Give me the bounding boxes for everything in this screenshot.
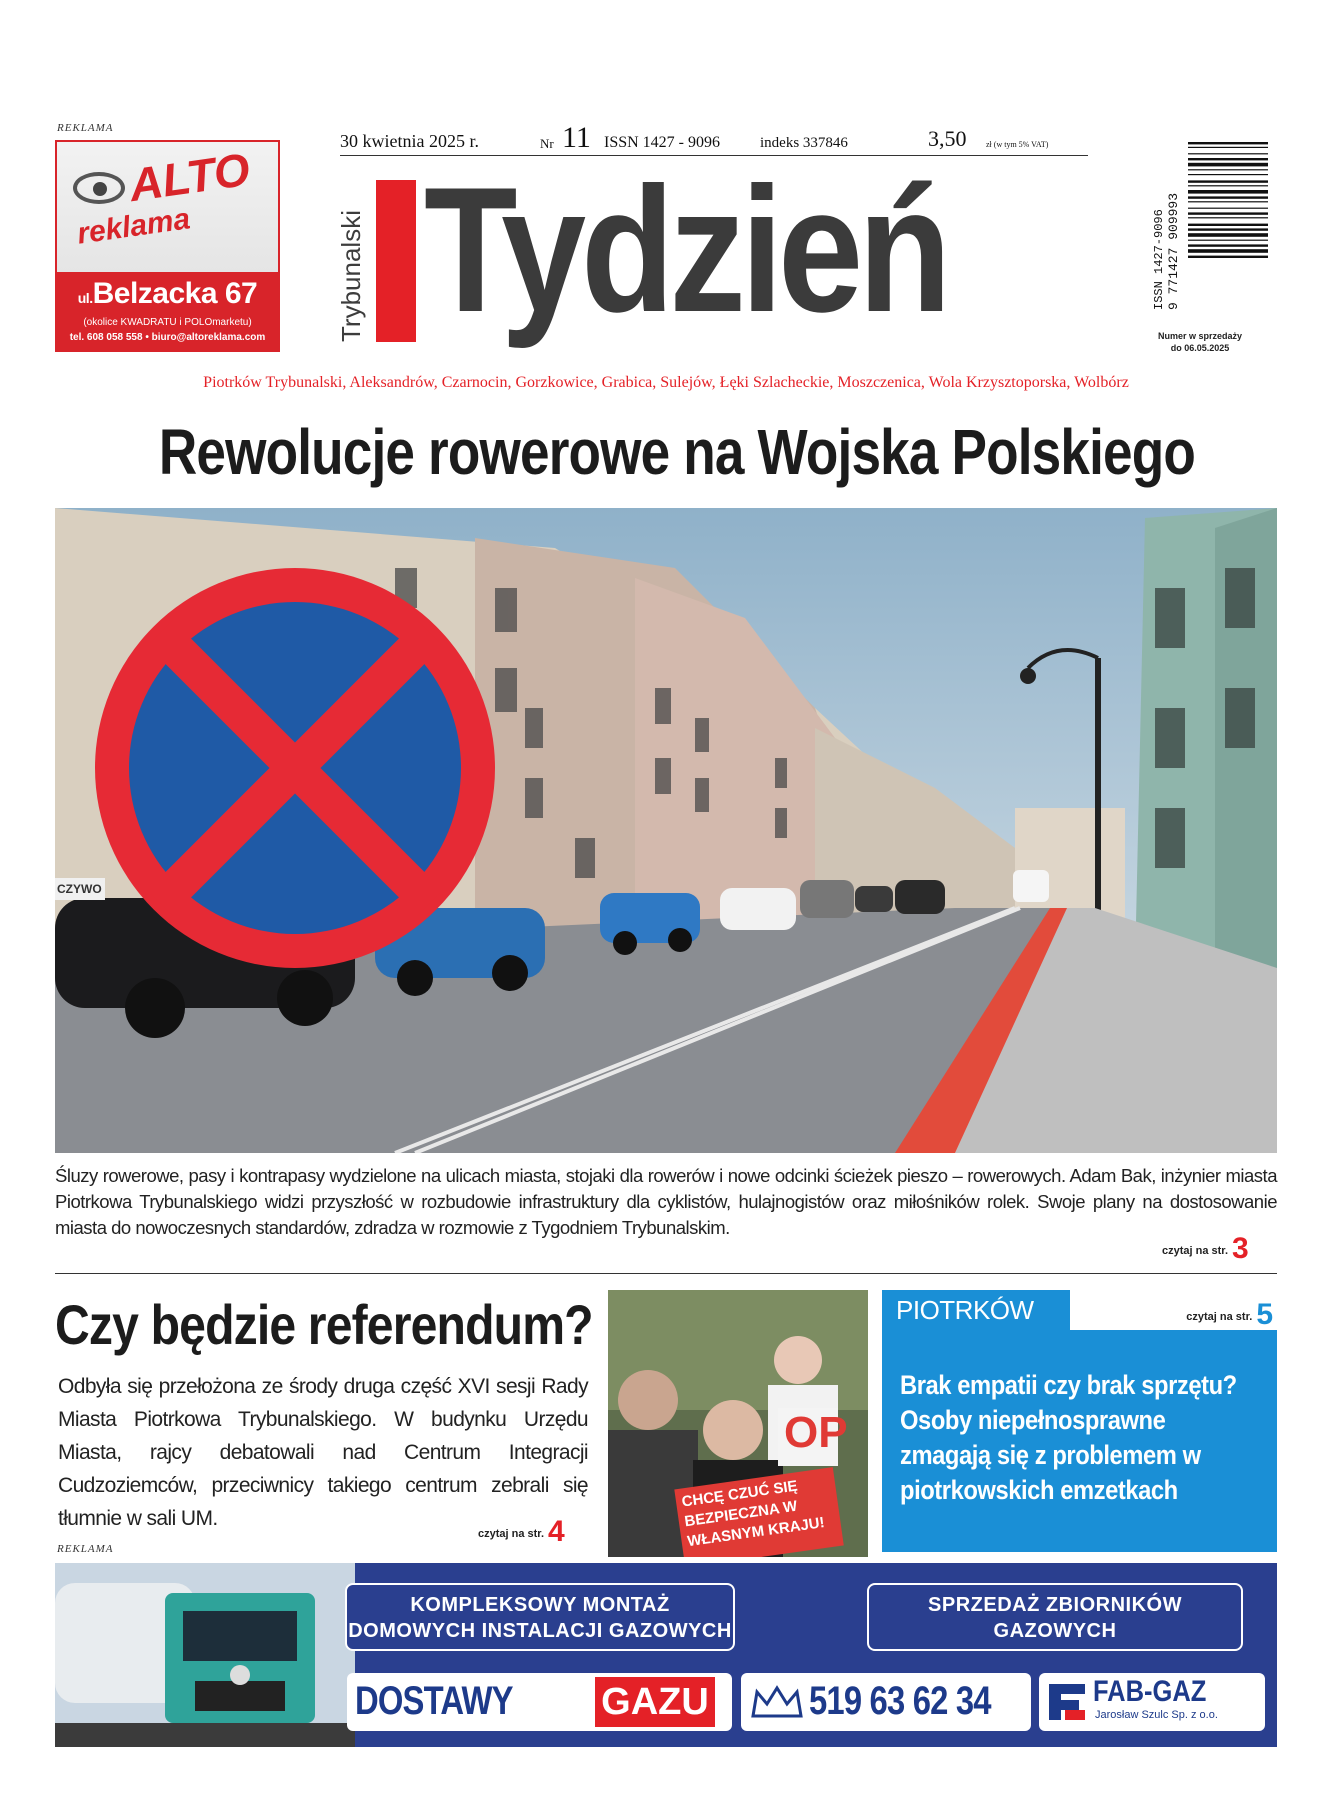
fab-gaz-ad[interactable] [55, 1563, 1277, 1747]
fab-gaz-icon [1045, 1680, 1089, 1724]
barcode-bar [1188, 169, 1268, 170]
barcode-bar [1188, 228, 1268, 230]
company-name: FAB-GAZ [1093, 1675, 1207, 1708]
piotrkow-headline-1: Brak empatii czy brak sprzętu? [900, 1370, 1237, 1400]
piotrkow-headline-2: Osoby niepełnosprawne zmagają się z problemem w piotrkowskich emzetkach [900, 1405, 1201, 1505]
read-more-label: czytaj na str. [1162, 1245, 1229, 1257]
masthead-side-word: Trybunalski [336, 210, 366, 342]
crown-icon [749, 1682, 805, 1722]
ad-label-top: REKLAMA [57, 122, 114, 134]
delivery-word: DOSTAWY [355, 1679, 513, 1723]
barcode-bar [1188, 180, 1268, 182]
street-photo [55, 508, 1277, 1153]
main-headline[interactable]: Rewolucje rowerowe na Wojska Polskiego [158, 416, 1195, 488]
alto-logo-area [57, 142, 278, 272]
issn: ISSN 1427 - 9096 [604, 134, 721, 151]
barcode-bar [1188, 163, 1268, 167]
barcode-bar [1188, 185, 1268, 186]
protest-sign-2: CHCĘ CZUĆ SIĘ BEZPIECZNA W WŁASNYM KRAJU! [680, 1477, 826, 1551]
price: 3,50 [928, 126, 967, 151]
issue-nr-label: Nr [540, 136, 554, 151]
barcode-bar [1188, 212, 1268, 214]
barcode-bar [1188, 244, 1268, 246]
company-sub: Jarosław Szulc Sp. z o.o. [1095, 1709, 1218, 1721]
masthead-title: Tydzień [424, 150, 947, 349]
gas-word: GAZU [595, 1677, 715, 1727]
piotrkow-headline [900, 1368, 1237, 1508]
barcode-bar [1188, 217, 1268, 218]
barcode [1150, 140, 1268, 310]
barcode-bar [1188, 153, 1268, 154]
read-more-piotrkow[interactable] [1186, 1298, 1273, 1332]
alto-brand-sub: reklama [75, 202, 193, 251]
issue-number: 11 [562, 121, 591, 154]
read-more-referendum[interactable] [478, 1515, 565, 1549]
ad-label-bottom: REKLAMA [57, 1543, 114, 1555]
barcode-bar [1188, 174, 1268, 175]
towns-list: Piotrków Trybunalski, Aleksandrów, Czarnocin, Gorzkowice, Grabica, Sulejów, Łęki Szlacheckie, Moszczenica, Wola Krzysztoporska, Wolbórz [203, 374, 1129, 391]
barcode-bar [1188, 142, 1268, 144]
piotrkow-teaser[interactable] [882, 1290, 1277, 1552]
barcode-bar [1188, 158, 1268, 160]
barcode-bar [1188, 249, 1268, 253]
eye-icon [73, 172, 125, 204]
main-photo[interactable] [55, 508, 1277, 1153]
phone-banner[interactable] [741, 1673, 1031, 1731]
alto-brand: ALTO [125, 142, 253, 212]
barcode-bar [1188, 190, 1268, 194]
fab-gaz-logo[interactable] [1039, 1673, 1265, 1731]
barcode-digits: 9 771427 909993 [1166, 192, 1181, 310]
street-address: Belzacka 67 [92, 277, 258, 310]
barcode-bar [1188, 256, 1268, 258]
issue-date: 30 kwietnia 2025 r. [340, 131, 479, 151]
installation-box[interactable]: KOMPLEKSOWY MONTAŻ DOMOWYCH INSTALACJI GAZOWYCH [345, 1583, 735, 1651]
section-tab-piotrkow[interactable]: PIOTRKÓW [882, 1290, 1070, 1330]
address-area: (okolice KWADRATU i POLOmarketu) [83, 317, 252, 328]
protest-photo[interactable] [608, 1290, 868, 1557]
main-lead: Śluzy rowerowe, pasy i kontrapasy wydzielone na ulicach miasta, stojaki dla rowerów i nowe odcinki ścieżek pieszo – rowerowych. Adam Bak, inżynier miasta Piotrkowa Trybunalskiego widzi przyszłość w rozbudowie infrastruktury dla cyklistów, hulajnogistów oraz miłośników rolek. Swoje plany na dostosowanie miasta do nowoczesnych standardów, zdradza w rozmowie z Tygodniem Trybunalskim. [55, 1165, 1277, 1238]
contact-line: tel. 608 058 558 • biuro@altoreklama.com [69, 332, 266, 343]
section-divider [55, 1273, 1277, 1274]
street-prefix: ul. [77, 290, 93, 306]
truck-image [55, 1563, 355, 1747]
tanks-box[interactable]: SPRZEDAŻ ZBIORNIKÓW GAZOWYCH [867, 1583, 1243, 1651]
read-more-page: 3 [1232, 1232, 1249, 1265]
sale-note: Numer w sprzedaży do 06.05.2025 [1157, 331, 1243, 353]
barcode-bar [1188, 201, 1268, 202]
referendum-body: Odbyła się przełożona ze środy druga część XVI sesji Rady Miasta Piotrkowa Trybunalskiego. W budynku Urzędu Miasta, rajcy debatowali nad Centrum Integracji Cudzoziemców, przeciwnicy takiego centrum zebrali się tłumnie w sali UM. [58, 1375, 588, 1530]
barcode-bar [1188, 233, 1268, 237]
alto-address-block [57, 272, 278, 352]
barcode-text: ISSN 1427-9096 [1152, 209, 1166, 310]
shop-sign-text: CZYWO [57, 882, 102, 896]
read-more-page: 4 [548, 1515, 565, 1548]
barcode-bar [1188, 224, 1268, 226]
protest-sign-1: OP [784, 1408, 848, 1457]
delivery-banner[interactable] [347, 1673, 732, 1731]
alto-reklama-ad[interactable] [55, 140, 280, 352]
index-number: indeks 337846 [760, 135, 848, 151]
phone-number: 519 63 62 34 [809, 1679, 991, 1723]
barcode-bar [1188, 196, 1268, 198]
read-more-page: 5 [1256, 1298, 1273, 1331]
barcode-bar [1188, 240, 1268, 241]
masthead-red-bar [376, 180, 416, 342]
read-more-label: czytaj na str. [478, 1528, 545, 1540]
read-more-label: czytaj na str. [1186, 1311, 1253, 1323]
barcode-bar [1188, 208, 1268, 209]
price-note: zł (w tym 5% VAT) [986, 140, 1049, 149]
referendum-headline[interactable]: Czy będzie referendum? [55, 1293, 593, 1356]
read-more-main[interactable] [1162, 1232, 1249, 1266]
barcode-bar [1188, 147, 1268, 148]
